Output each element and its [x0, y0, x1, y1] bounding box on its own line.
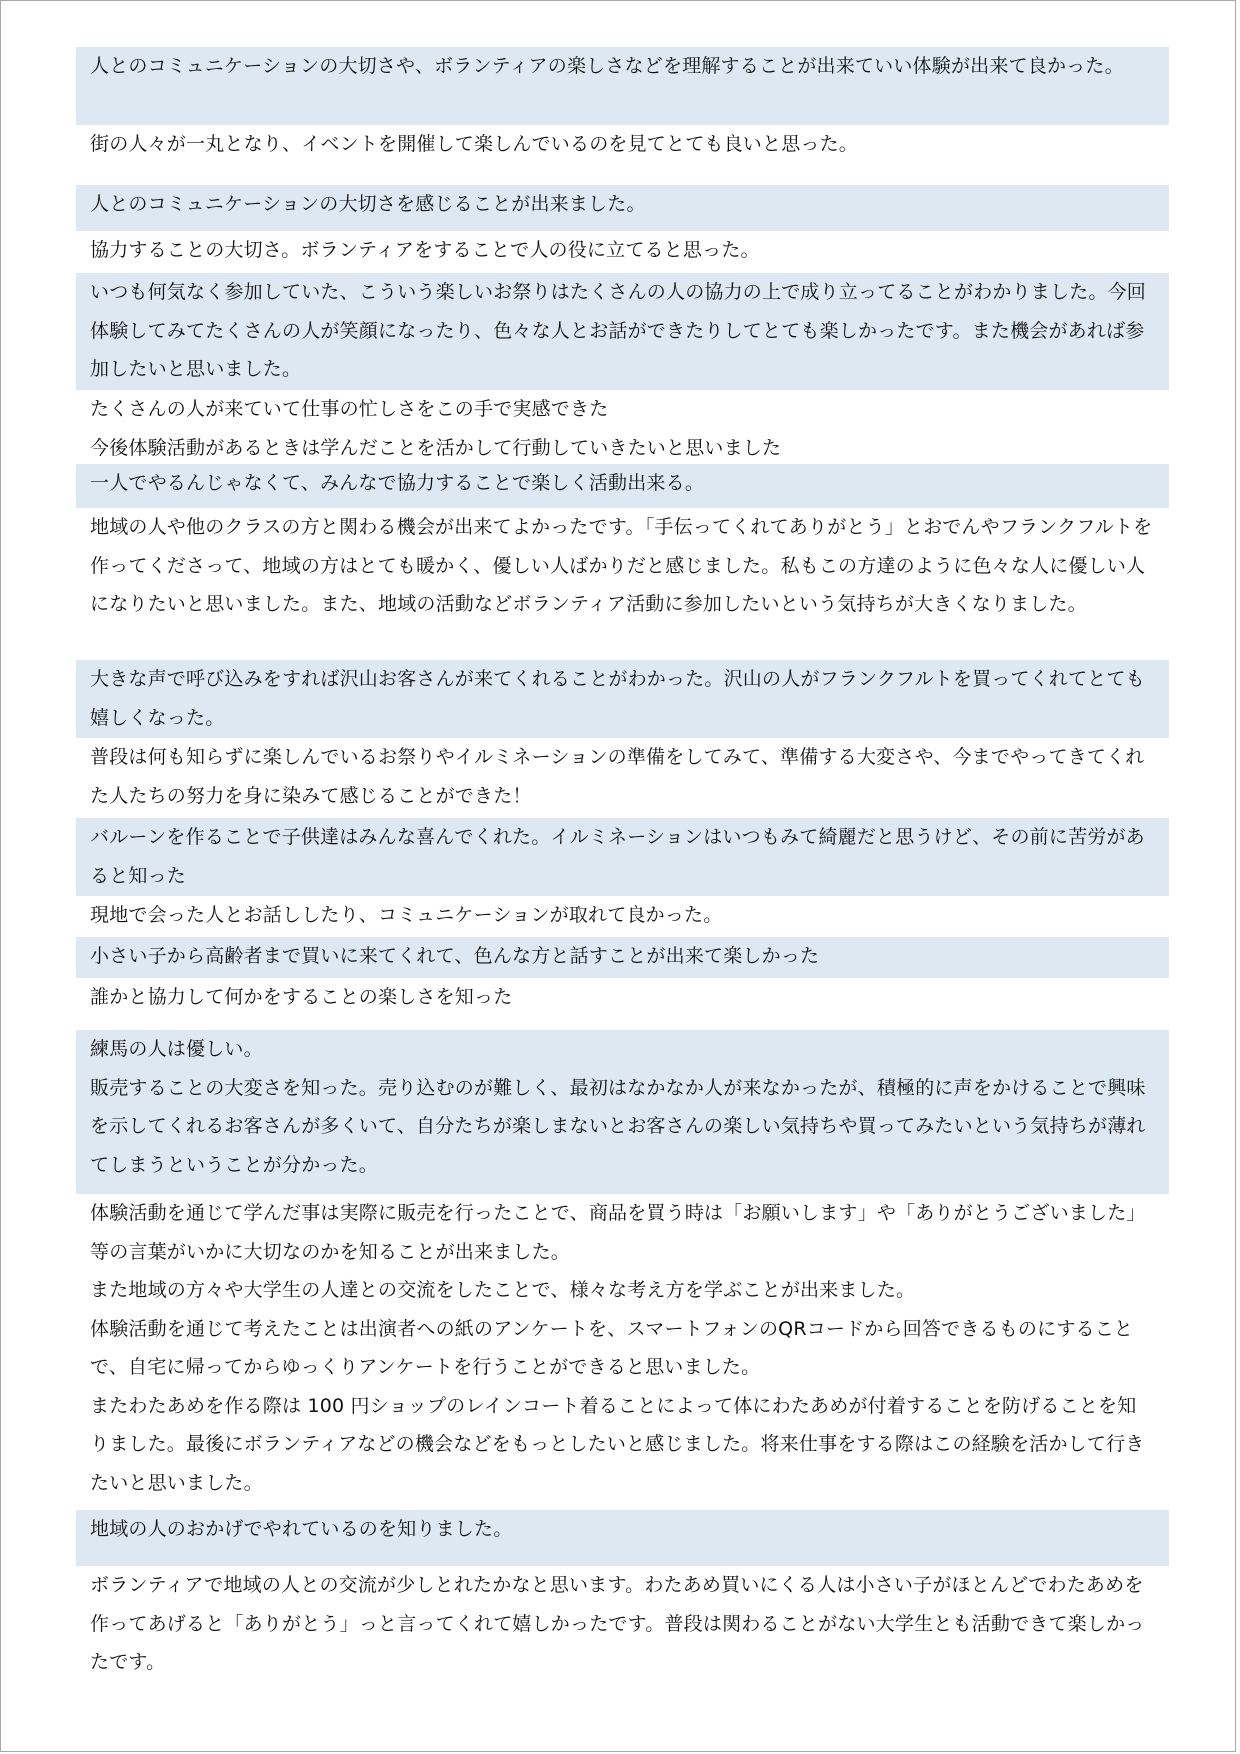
response-text: 協力することの大切さ。ボランティアをすることで人の役に立てると思った。 — [90, 239, 760, 261]
response-text: 体験活動を通じて学んだ事は実際に販売を行ったことで、商品を買う時は「お願いします」や「ありがとうございました」等の言葉がいかに大切なのかを知ることが出来ました。 — [90, 1202, 1146, 1263]
response-row — [76, 1510, 1169, 1566]
response-text: 地域の人のおかげでやれているのを知りました。 — [90, 1518, 513, 1540]
response-text: 練馬の人は優しい。 — [90, 1038, 263, 1060]
response-text: 誰かと協力して何かをすることの楽しさを知った — [90, 986, 513, 1008]
response-row — [76, 937, 1169, 978]
response-text: 地域の人や他のクラスの方と関わる機会が出来てよかったです。「手伝ってくれてありがとう」とおでんやフランクフルトを作ってくださって、地域の方はとても暖かく、優しい人ばかりだと感じました。私もこの方達のように色々な人に優しい人になりたいと思いました。また、地域の活動などボランティア活動に参加したいという気持ちが大きくなりました。 — [90, 516, 1153, 615]
response-row — [76, 231, 1169, 273]
response-text: 人とのコミュニケーションの大切さや、ボランティアの楽しさなどを理解することが出来ていい体験が出来て良かった。 — [90, 55, 1124, 77]
response-row — [76, 508, 1169, 660]
response-text: 販売することの大変さを知った。売り込むのが難しく、最初はなかなか人が来なかったが、積極的に声をかけることで興味を示してくれるお客さんが多くいて、自分たちが楽しまないとお客さんの楽しい気持ちや買ってみたいという気持ちが薄れてしまうということが分かった。 — [90, 1076, 1146, 1176]
response-text: ボランティアで地域の人との交流が少しとれたかなと思います。わたあめ買いにくる人は小さい子がほとんどでわたあめを作ってあげると「ありがとう」っと言ってくれて嬉しかったです。普段は関わることがない大学生とも活動できて楽しかったです。 — [90, 1574, 1145, 1673]
response-row — [76, 273, 1169, 390]
response-row — [76, 1030, 1169, 1194]
response-text: 体験活動を通じて考えたことは出演者への紙のアンケートを、スマートフォンのQRコードから回答できるものにすることで、自宅に帰ってからゆっくりアンケートを行うことができると思いました。 — [90, 1317, 1134, 1378]
response-text: 街の人々が一丸となり、イベントを開催して楽しんでいるのを見てとても良いと思った。 — [90, 133, 859, 155]
response-text: また地域の方々や大学生の人達との交流をしたことで、様々な考え方を学ぶことが出来ました。 — [90, 1279, 916, 1301]
response-text: いつも何気なく参加していた、こういう楽しいお祭りはたくさんの人の協力の上で成り立ってることがわかりました。今回体験してみてたくさんの人が笑顔になったり、色々な人とお話ができたりしてとても楽しかったです。また機会があれば参加したいと思いました。 — [90, 281, 1147, 380]
response-row — [76, 47, 1169, 125]
response-text: 一人でやるんじゃなくて、みんなで協力することで楽しく活動出来る。 — [90, 472, 705, 494]
response-row — [76, 125, 1169, 181]
response-row — [76, 185, 1169, 231]
response-text: たくさんの人が来ていて仕事の忙しさをこの手で実感できた — [90, 398, 609, 420]
response-text: 人とのコミュニケーションの大切さを感じることが出来ました。 — [90, 193, 646, 215]
response-row — [76, 464, 1169, 508]
response-text: 小さい子から高齢者まで買いに来てくれて、色んな方と話すことが出来て楽しかった — [90, 945, 820, 967]
response-text: バルーンを作ることで子供達はみんな喜んでくれた。イルミネーションはいつもみて綺麗だと思うけど、その前に苦労があると知った — [90, 826, 1145, 887]
response-row — [76, 1194, 1169, 1504]
response-row — [76, 978, 1169, 1024]
response-row — [76, 660, 1169, 738]
response-row — [76, 1566, 1169, 1686]
response-text: 大きな声で呼び込みをすれば沢山お客さんが来てくれることがわかった。沢山の人がフランクフルトを買ってくれてとても嬉しくなった。 — [90, 668, 1145, 729]
response-text: 今後体験活動があるときは学んだことを活かして行動していきたいと思いました — [90, 436, 782, 459]
response-row — [76, 896, 1169, 937]
response-row — [76, 738, 1169, 818]
response-text: 普段は何も知らずに楽しんでいるお祭りやイルミネーションの準備をしてみて、準備する大変さや、今までやってきてくれた人たちの努力を身に染みて感じることができた！ — [90, 746, 1145, 807]
response-row — [76, 390, 1169, 464]
response-text: またわたあめを作る際は 100 円ショップのレインコート着ることによって体にわたあめが付着することを防げることを知りました。最後にボランティアなどの機会などをもっとしたいと感じました。将来仕事をする際はこの経験を活かして行きたいと思いました。 — [90, 1394, 1145, 1494]
response-text: 現地で会った人とお話ししたり、コミュニケーションが取れて良かった。 — [90, 904, 723, 926]
response-row — [76, 818, 1169, 896]
response-list — [76, 47, 1169, 1686]
